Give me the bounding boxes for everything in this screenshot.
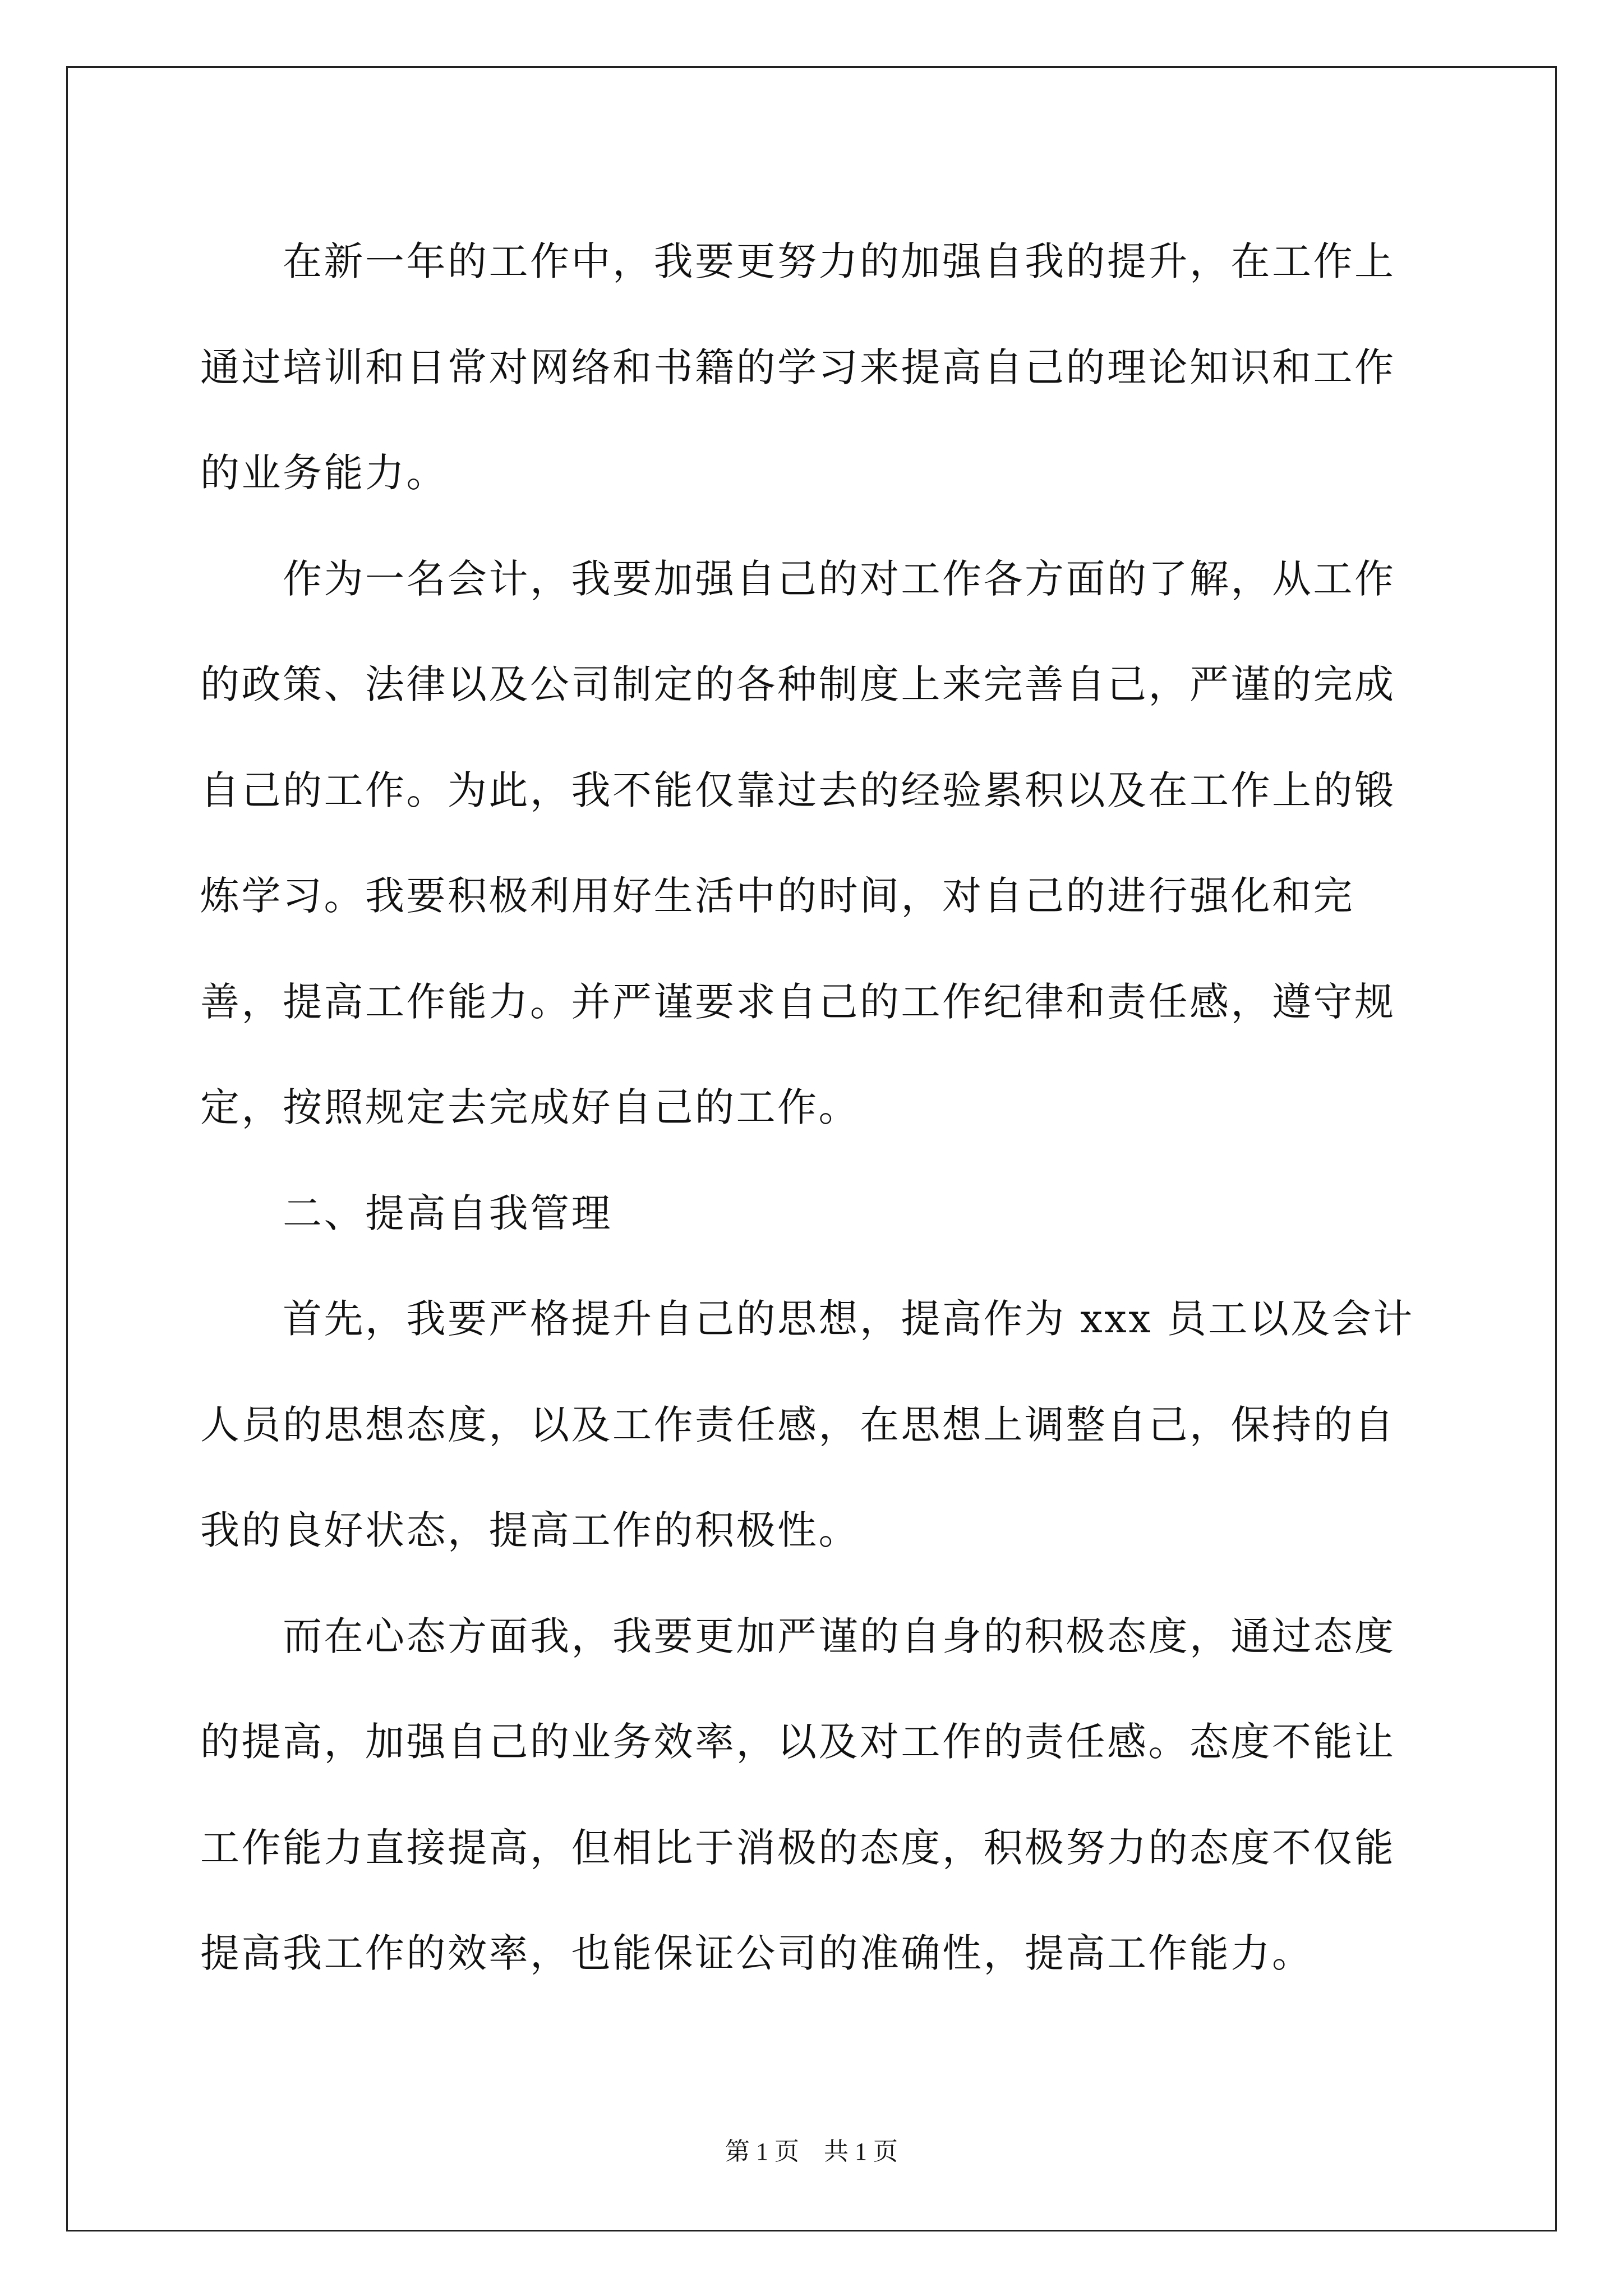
paragraph: 而在心态方面我，我要更加严谨的自身的积极态度，通过态度的提高，加强自己的业务效率，以及对工作的责任感。态度不能让工作能力直接提高，但相比于消极的态度，积极努力的态度不仅能提高我工作的效率，也能保证公司的准确性，提高工作能力。: [200, 1613, 1396, 1976]
document-body: [200, 209, 1434, 2007]
section-heading: 二、提高自我管理: [283, 1190, 612, 1236]
paragraph: 在新一年的工作中，我要更努力的加强自我的提升，在工作上通过培训和日常对网络和书籍的学习来提高自己的理论知识和工作的业务能力。: [200, 238, 1396, 496]
paragraph: 首先，我要严格提升自己的思想，提高作为 xxx 员工以及会计人员的思想态度，以及工作责任感，在思想上调整自己，保持的自我的良好状态，提高工作的积极性。: [200, 1296, 1414, 1553]
paragraph: 作为一名会计，我要加强自己的对工作各方面的了解，从工作的政策、法律以及公司制定的各种制度上来完善自己，严谨的完成自己的工作。为此，我不能仅靠过去的经验累积以及在工作上的锻炼学习。我要积极利用好生活中的时间，对自己的进行强化和完善，提高工作能力。并严谨要求自己的工作纪律和责任感，遵守规定，按照规定去完成好自己的工作。: [200, 555, 1396, 1130]
page-footer: 第 1 页 共 1 页: [725, 2138, 898, 2165]
